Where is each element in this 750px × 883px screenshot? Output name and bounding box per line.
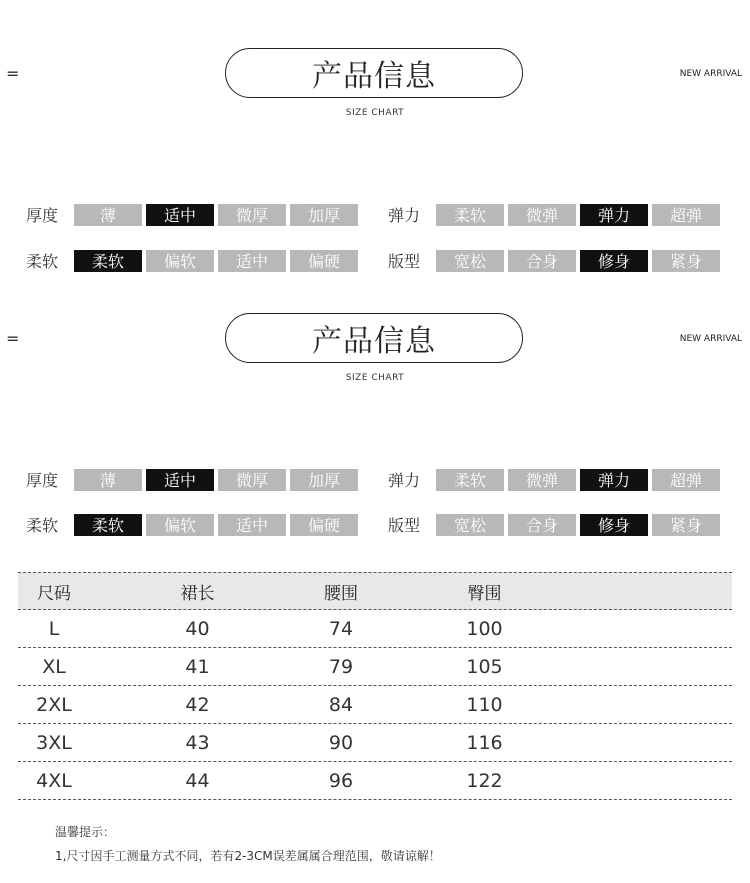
table-row [18, 724, 732, 762]
cell-hip: 122 [466, 769, 503, 792]
softness-option-selected: 柔软 [74, 514, 142, 536]
cell-length: 40 [185, 617, 210, 640]
fit-option-selected: 修身 [580, 250, 648, 272]
softness-option: 适中 [218, 514, 286, 536]
fit-option: 合身 [508, 514, 576, 536]
elasticity-option: 超弹 [652, 204, 720, 226]
fit-option: 宽松 [436, 514, 504, 536]
cell-size: L [48, 617, 60, 640]
cell-size: 3XL [36, 731, 72, 754]
softness-option: 偏硬 [290, 250, 358, 272]
size-chart-subtitle: SIZE CHART [345, 373, 405, 383]
cell-length: 43 [185, 731, 210, 754]
table-row [18, 686, 732, 724]
header-hip: 臀围 [467, 583, 502, 604]
softness-label: 柔软 [26, 252, 59, 271]
menu-icon[interactable]: = [6, 329, 20, 348]
softness-row [26, 513, 362, 536]
new-arrival-label: NEW ARRIVAL [679, 69, 742, 79]
cell-length: 41 [185, 655, 210, 678]
thickness-option-selected: 适中 [146, 469, 214, 491]
cell-hip: 110 [466, 693, 503, 716]
cell-size: 2XL [36, 693, 72, 716]
elasticity-option: 柔软 [436, 204, 504, 226]
elasticity-row [388, 468, 724, 491]
thickness-option: 薄 [74, 204, 142, 226]
cell-waist: 96 [328, 769, 354, 792]
thickness-option: 微厚 [218, 204, 286, 226]
thickness-option: 加厚 [290, 204, 358, 226]
fit-option: 紧身 [652, 250, 720, 272]
fit-label: 版型 [388, 252, 421, 271]
elasticity-option: 微弹 [508, 469, 576, 491]
table-row [18, 762, 732, 800]
elasticity-label: 弹力 [388, 471, 421, 490]
thickness-option-selected: 适中 [146, 204, 214, 226]
product-info-title: 产品信息 [225, 48, 523, 98]
elasticity-option-selected: 弹力 [580, 469, 648, 491]
softness-label: 柔软 [26, 516, 59, 535]
tips-text: 1,尺寸因手工测量方式不同，若有2-3CM误差属属合理范围，敬请谅解！ [55, 849, 441, 863]
fit-option-selected: 修身 [580, 514, 648, 536]
elasticity-option: 微弹 [508, 204, 576, 226]
cell-length: 44 [185, 769, 210, 792]
cell-size: XL [42, 655, 66, 678]
softness-option: 偏软 [146, 250, 214, 272]
cell-waist: 90 [328, 731, 354, 754]
size-table [18, 572, 732, 800]
elasticity-label: 弹力 [388, 206, 421, 225]
tips-title: 温馨提示： [55, 825, 116, 839]
fit-option: 紧身 [652, 514, 720, 536]
table-header-row [18, 572, 732, 610]
thickness-row [26, 468, 362, 491]
table-row [18, 610, 732, 648]
fit-label: 版型 [388, 516, 421, 535]
fit-option: 合身 [508, 250, 576, 272]
elasticity-option: 超弹 [652, 469, 720, 491]
fit-row [388, 513, 724, 536]
size-chart-subtitle: SIZE CHART [345, 108, 405, 118]
table-row [18, 648, 732, 686]
fit-row [388, 249, 724, 272]
thickness-label: 厚度 [26, 471, 59, 490]
softness-option: 偏软 [146, 514, 214, 536]
thickness-row [26, 203, 362, 226]
cell-length: 42 [185, 693, 210, 716]
cell-waist: 74 [328, 617, 354, 640]
elasticity-row [388, 203, 724, 226]
softness-row [26, 249, 362, 272]
menu-icon[interactable]: = [6, 64, 20, 83]
cell-waist: 79 [328, 655, 354, 678]
cell-hip: 105 [466, 655, 503, 678]
thickness-option: 加厚 [290, 469, 358, 491]
softness-option: 适中 [218, 250, 286, 272]
tips-section [55, 820, 441, 868]
thickness-option: 微厚 [218, 469, 286, 491]
cell-waist: 84 [328, 693, 354, 716]
cell-hip: 100 [466, 617, 503, 640]
fit-option: 宽松 [436, 250, 504, 272]
header-size: 尺码 [37, 583, 71, 604]
thickness-option: 薄 [74, 469, 142, 491]
header-waist: 腰围 [324, 583, 358, 604]
elasticity-option: 柔软 [436, 469, 504, 491]
thickness-label: 厚度 [26, 206, 59, 225]
product-info-title: 产品信息 [225, 313, 523, 363]
cell-hip: 116 [466, 731, 503, 754]
header-length: 裙长 [180, 583, 215, 604]
new-arrival-label: NEW ARRIVAL [679, 334, 742, 344]
cell-size: 4XL [36, 769, 72, 792]
softness-option: 偏硬 [290, 514, 358, 536]
softness-option-selected: 柔软 [74, 250, 142, 272]
elasticity-option-selected: 弹力 [580, 204, 648, 226]
